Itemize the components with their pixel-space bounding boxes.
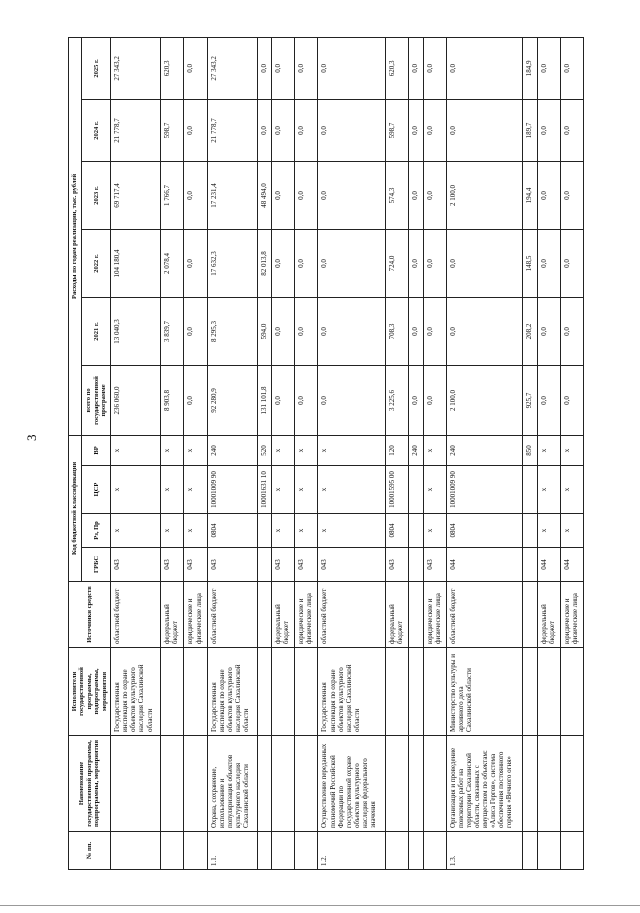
cell-vr: 240 [446, 435, 522, 465]
col-kbk-header: Код бюджетной классификации [69, 435, 82, 581]
cell-y2021: 0,0 [409, 297, 423, 365]
cell-exec [561, 648, 584, 736]
cell-y2021: 708,3 [386, 297, 409, 365]
cell-no [271, 832, 294, 870]
table-row [318, 37, 386, 869]
table-row [446, 37, 522, 869]
cell-total: 0,0 [409, 365, 423, 435]
cell-rzpr [257, 514, 271, 548]
cell-y2021: 3 839,7 [161, 297, 184, 365]
cell-y2022: 0,0 [318, 229, 386, 297]
cell-y2023: 48 494,0 [257, 161, 271, 229]
cell-total: 236 060,0 [111, 365, 161, 435]
cell-y2025: 0,0 [409, 37, 423, 99]
col-year-header: 2024 г. [82, 99, 111, 161]
cell-source: юридические и физические лица [423, 582, 446, 648]
cell-no: 1.1. [207, 832, 257, 870]
cell-csr: x [111, 466, 161, 514]
cell-no [537, 832, 560, 870]
cell-y2023: 69 717,4 [111, 161, 161, 229]
cell-rzpr: 0804 [207, 514, 257, 548]
cell-vr: x [537, 435, 560, 465]
cell-y2022: 17 632,3 [207, 229, 257, 297]
cell-name [561, 736, 584, 832]
cell-y2024: 0,0 [318, 99, 386, 161]
cell-rzpr: x [271, 514, 294, 548]
cell-vr: 520 [257, 435, 271, 465]
cell-grbs: 043 [271, 548, 294, 582]
cell-y2021: 0,0 [446, 297, 522, 365]
cell-name [257, 736, 271, 832]
table-body [111, 37, 584, 869]
col-total-header: всего по государственной программе [82, 365, 111, 435]
cell-exec: Государственная инспекция по охране объектов культурного наследия Сахалинской области [207, 648, 257, 736]
cell-no [523, 832, 537, 870]
cell-rzpr: x [295, 514, 318, 548]
table-row [257, 37, 271, 869]
cell-y2025: 0,0 [561, 37, 584, 99]
cell-exec [386, 648, 409, 736]
cell-exec: Государственная инспекция по охране объектов культурного наследия Сахалинской области [111, 648, 161, 736]
table-row [161, 37, 184, 869]
cell-y2021: 0,0 [295, 297, 318, 365]
cell-y2024: 0,0 [423, 99, 446, 161]
cell-y2023: 194,4 [523, 161, 537, 229]
cell-vr: x [561, 435, 584, 465]
cell-y2021: 0,0 [318, 297, 386, 365]
cell-source: федеральный бюджет [271, 582, 294, 648]
cell-total: 8 903,8 [161, 365, 184, 435]
cell-vr: 240 [207, 435, 257, 465]
budget-table [68, 37, 584, 870]
table-row [111, 37, 161, 869]
cell-rzpr [409, 514, 423, 548]
cell-exec [257, 648, 271, 736]
table-row [386, 37, 409, 869]
cell-rzpr: x [161, 514, 184, 548]
cell-y2021: 594,0 [257, 297, 271, 365]
cell-y2023: 0,0 [184, 161, 207, 229]
cell-y2021: 0,0 [423, 297, 446, 365]
cell-csr: x [271, 466, 294, 514]
col-source-header: Источники средств [69, 582, 111, 648]
table-row [537, 37, 560, 869]
cell-name [295, 736, 318, 832]
cell-grbs: 043 [295, 548, 318, 582]
table-row [295, 37, 318, 869]
cell-total: 0,0 [271, 365, 294, 435]
cell-csr [523, 466, 537, 514]
cell-no [423, 832, 446, 870]
table-row [184, 37, 207, 869]
col-year-header: 2021 г. [82, 297, 111, 365]
cell-source [409, 582, 423, 648]
cell-vr: x [295, 435, 318, 465]
cell-no [409, 832, 423, 870]
table-row [523, 37, 537, 869]
cell-y2024: 0,0 [257, 99, 271, 161]
cell-source [523, 582, 537, 648]
cell-vr: 850 [523, 435, 537, 465]
cell-y2022: 0,0 [446, 229, 522, 297]
cell-y2025: 0,0 [318, 37, 386, 99]
cell-csr [409, 466, 423, 514]
cell-y2025: 0,0 [295, 37, 318, 99]
cell-y2022: 0,0 [423, 229, 446, 297]
cell-no: 1.3. [446, 832, 522, 870]
page-bottom-rule [0, 905, 640, 906]
cell-total: 0,0 [295, 365, 318, 435]
cell-csr: 10001595 00 [386, 466, 409, 514]
cell-grbs: 043 [161, 548, 184, 582]
cell-y2024: 0,0 [537, 99, 560, 161]
cell-y2021: 208,2 [523, 297, 537, 365]
cell-total: 0,0 [537, 365, 560, 435]
cell-y2023: 0,0 [295, 161, 318, 229]
cell-y2025: 620,3 [161, 37, 184, 99]
cell-y2024: 0,0 [271, 99, 294, 161]
cell-total: 0,0 [423, 365, 446, 435]
cell-y2024: 21 778,7 [111, 99, 161, 161]
cell-grbs: 043 [423, 548, 446, 582]
cell-total: 0,0 [318, 365, 386, 435]
col-grbs-header: ГРБС [82, 548, 111, 582]
cell-y2022: 82 013,8 [257, 229, 271, 297]
cell-y2025: 27 343,2 [111, 37, 161, 99]
col-vr-header: ВР [82, 435, 111, 465]
cell-no [561, 832, 584, 870]
table-row [409, 37, 423, 869]
cell-csr: x [161, 466, 184, 514]
cell-no [184, 832, 207, 870]
col-year-header: 2023 г. [82, 161, 111, 229]
cell-y2024: 598,7 [386, 99, 409, 161]
cell-exec [184, 648, 207, 736]
cell-y2022: 0,0 [184, 229, 207, 297]
cell-rzpr: x [318, 514, 386, 548]
cell-y2025: 27 343,2 [207, 37, 257, 99]
cell-y2025: 0,0 [423, 37, 446, 99]
table-row [271, 37, 294, 869]
header-row-1 [69, 37, 82, 869]
cell-y2024: 0,0 [409, 99, 423, 161]
cell-y2021: 0,0 [184, 297, 207, 365]
cell-y2023: 0,0 [537, 161, 560, 229]
cell-vr: 120 [386, 435, 409, 465]
cell-name [161, 736, 184, 832]
cell-no: 1.2. [318, 832, 386, 870]
cell-csr: x [295, 466, 318, 514]
cell-total: 0,0 [561, 365, 584, 435]
cell-total: 2 100,0 [446, 365, 522, 435]
cell-y2021: 13 040,3 [111, 297, 161, 365]
cell-y2024: 0,0 [561, 99, 584, 161]
cell-total: 131 101,8 [257, 365, 271, 435]
cell-y2023: 0,0 [423, 161, 446, 229]
cell-y2025: 0,0 [184, 37, 207, 99]
cell-y2023: 574,3 [386, 161, 409, 229]
col-no-header: № пп. [69, 832, 111, 870]
cell-y2023: 0,0 [409, 161, 423, 229]
cell-csr: x [537, 466, 560, 514]
cell-name [111, 736, 161, 832]
cell-source: федеральный бюджет [386, 582, 409, 648]
cell-y2023: 0,0 [271, 161, 294, 229]
cell-vr: x [318, 435, 386, 465]
cell-total: 925,7 [523, 365, 537, 435]
cell-name [523, 736, 537, 832]
cell-y2023: 0,0 [561, 161, 584, 229]
cell-name: Осуществление переданных полномочий Российской Федерации по государственной охране объектов культурного наследия федерального значения [318, 736, 386, 832]
cell-grbs: 043 [184, 548, 207, 582]
cell-y2025: 0,0 [271, 37, 294, 99]
cell-grbs [523, 548, 537, 582]
cell-y2024: 598,7 [161, 99, 184, 161]
cell-grbs [409, 548, 423, 582]
cell-vr: x [423, 435, 446, 465]
cell-source: юридические и физические лица [561, 582, 584, 648]
cell-rzpr: x [184, 514, 207, 548]
cell-rzpr: x [111, 514, 161, 548]
cell-grbs: 043 [111, 548, 161, 582]
cell-source: юридические и физические лица [295, 582, 318, 648]
cell-exec [523, 648, 537, 736]
cell-y2021: 0,0 [561, 297, 584, 365]
cell-y2024: 189,7 [523, 99, 537, 161]
cell-name: Охрана, сохранение, использование и популяризация объектов культурного наследия Сахалинской области [207, 736, 257, 832]
cell-vr: x [111, 435, 161, 465]
cell-no [257, 832, 271, 870]
table-row [561, 37, 584, 869]
cell-source: областной бюджет [111, 582, 161, 648]
col-rzpr-header: Рз, Пр [82, 514, 111, 548]
cell-name [423, 736, 446, 832]
cell-csr: 10001009 90 [446, 466, 522, 514]
cell-csr: 10001631 10 [257, 466, 271, 514]
cell-y2022: 0,0 [295, 229, 318, 297]
cell-grbs: 044 [537, 548, 560, 582]
cell-y2022: 724,0 [386, 229, 409, 297]
cell-vr: 240 [409, 435, 423, 465]
cell-source: областной бюджет [207, 582, 257, 648]
cell-exec [409, 648, 423, 736]
cell-y2022: 2 078,4 [161, 229, 184, 297]
cell-y2025: 0,0 [537, 37, 560, 99]
cell-y2022: 104 180,4 [111, 229, 161, 297]
cell-y2021: 0,0 [271, 297, 294, 365]
cell-csr: x [184, 466, 207, 514]
col-name-header: Наименование государственной программы, подпрограммы, мероприятия [69, 736, 111, 832]
cell-y2025: 0,0 [446, 37, 522, 99]
col-year-header: 2022 г. [82, 229, 111, 297]
cell-csr: x [561, 466, 584, 514]
cell-y2022: 148,5 [523, 229, 537, 297]
cell-rzpr: x [537, 514, 560, 548]
cell-source [257, 582, 271, 648]
cell-no [111, 832, 161, 870]
cell-vr: x [161, 435, 184, 465]
cell-source: областной бюджет [318, 582, 386, 648]
cell-exec [537, 648, 560, 736]
table-row [423, 37, 446, 869]
cell-rzpr: x [561, 514, 584, 548]
cell-y2024: 0,0 [184, 99, 207, 161]
cell-name [271, 736, 294, 832]
cell-grbs: 043 [207, 548, 257, 582]
cell-y2023: 17 231,4 [207, 161, 257, 229]
cell-rzpr [523, 514, 537, 548]
cell-name: Организация и проведение поисковых работ на территории Сахалинской области, связанных с имуществом по объектам: «Алиса Гергов», система обеспечения постоянного горения «Вечного огня» [446, 736, 522, 832]
cell-y2025: 620,3 [386, 37, 409, 99]
col-csr-header: ЦСР [82, 466, 111, 514]
cell-csr: x [423, 466, 446, 514]
cell-vr: x [271, 435, 294, 465]
cell-total: 0,0 [184, 365, 207, 435]
cell-exec [423, 648, 446, 736]
col-exec-header: Исполнители государственной программы, подпрограммы, мероприятия [69, 648, 111, 736]
cell-source: федеральный бюджет [161, 582, 184, 648]
cell-csr: 10001009 90 [207, 466, 257, 514]
cell-grbs: 044 [561, 548, 584, 582]
cell-rzpr: 0804 [386, 514, 409, 548]
cell-no [161, 832, 184, 870]
cell-y2021: 8 295,3 [207, 297, 257, 365]
cell-total: 92 280,9 [207, 365, 257, 435]
cell-y2021: 0,0 [537, 297, 560, 365]
cell-csr: x [318, 466, 386, 514]
cell-grbs [257, 548, 271, 582]
cell-exec [295, 648, 318, 736]
cell-exec [271, 648, 294, 736]
cell-y2023: 1 766,7 [161, 161, 184, 229]
cell-source: юридические и физические лица [184, 582, 207, 648]
cell-y2024: 0,0 [446, 99, 522, 161]
cell-name [184, 736, 207, 832]
cell-grbs: 044 [446, 548, 522, 582]
cell-y2022: 0,0 [409, 229, 423, 297]
cell-vr: x [184, 435, 207, 465]
cell-y2023: 2 100,0 [446, 161, 522, 229]
cell-y2025: 0,0 [257, 37, 271, 99]
rotated-table-container [68, 40, 582, 870]
cell-source: федеральный бюджет [537, 582, 560, 648]
cell-grbs: 043 [318, 548, 386, 582]
cell-rzpr: x [423, 514, 446, 548]
cell-exec: Государственная инспекция по охране объектов культурного наследия Сахалинской области [318, 648, 386, 736]
cell-grbs: 043 [386, 548, 409, 582]
cell-no [295, 832, 318, 870]
cell-y2024: 0,0 [295, 99, 318, 161]
table-row [207, 37, 257, 869]
cell-exec [161, 648, 184, 736]
cell-name [537, 736, 560, 832]
cell-y2025: 184,9 [523, 37, 537, 99]
cell-y2024: 21 778,7 [207, 99, 257, 161]
cell-rzpr: 0804 [446, 514, 522, 548]
cell-y2022: 0,0 [271, 229, 294, 297]
cell-name [386, 736, 409, 832]
cell-source: областной бюджет [446, 582, 522, 648]
cell-no [386, 832, 409, 870]
cell-y2023: 0,0 [318, 161, 386, 229]
col-expenses-header: Расходы по годам реализации, тыс. рублей [69, 37, 82, 435]
cell-exec: Министерство культуры и архивного дела Сахалинской области [446, 648, 522, 736]
cell-total: 3 225,6 [386, 365, 409, 435]
cell-y2022: 0,0 [537, 229, 560, 297]
cell-y2022: 0,0 [561, 229, 584, 297]
cell-name [409, 736, 423, 832]
col-year-header: 2025 г. [82, 37, 111, 99]
